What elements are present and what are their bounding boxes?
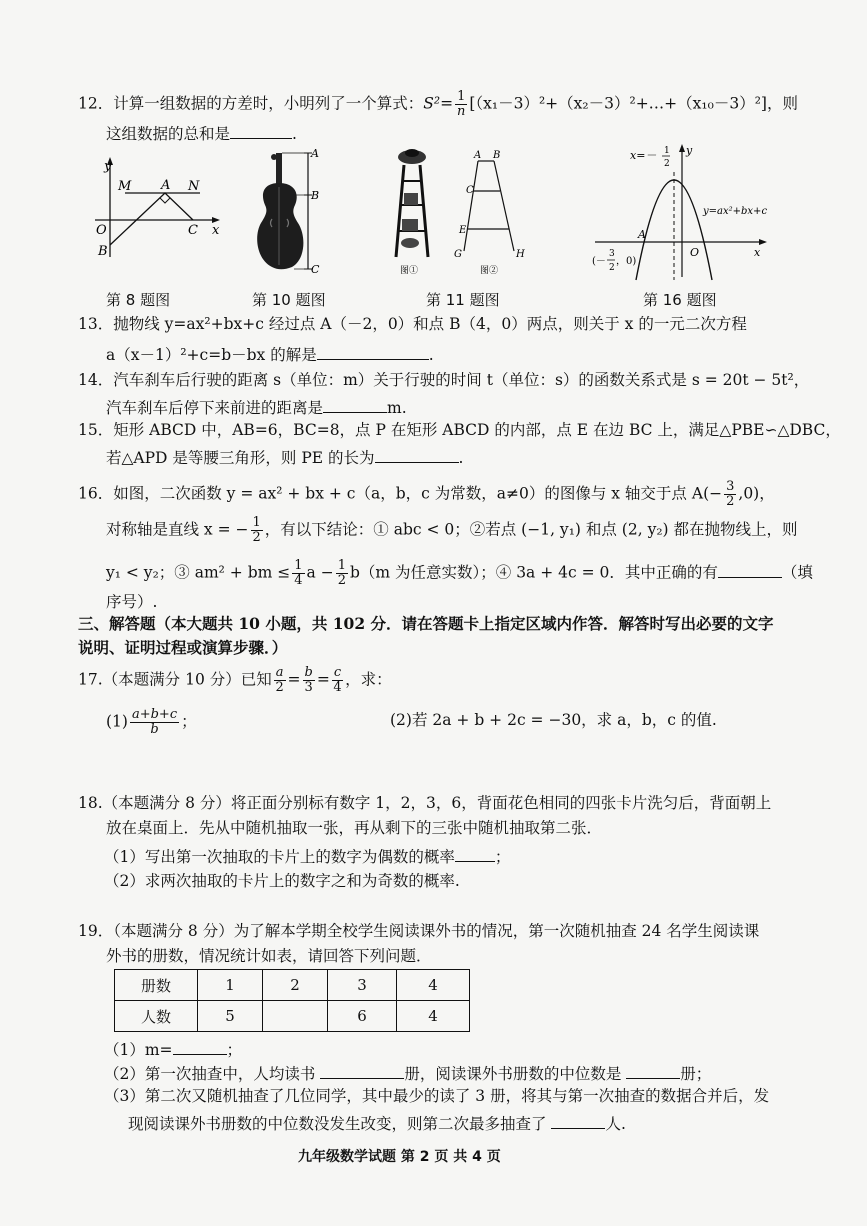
- label-C: C: [311, 263, 320, 275]
- label-fig1: 图①: [400, 266, 419, 276]
- label-A: A: [311, 147, 319, 160]
- table-cell: 1: [198, 970, 263, 1001]
- q14-line1: 14．汽车刹车后行驶的距离 s（单位：m）关于行驶的时间 t（单位：s）的函数关系式是 s = 20t − 5t²，: [78, 371, 810, 389]
- label-A: A: [474, 150, 482, 161]
- q19-part3: （3）第二次又随机抽查了几位同学，其中最少的读了 3 册，将其与第一次抽查的数据合并后，发: [104, 1087, 770, 1105]
- section-3-heading-2: 说明、证明过程或演算步骤．）: [78, 638, 288, 657]
- caption-fig16: 第 16 题图: [643, 291, 717, 309]
- label-B: B: [493, 150, 501, 161]
- label-x: x: [754, 246, 761, 259]
- label-point-num: 3: [609, 249, 615, 259]
- figure-16: [590, 142, 775, 282]
- label-C: C: [466, 185, 474, 196]
- table-cell: 4: [397, 970, 470, 1001]
- answer-blank[interactable]: [317, 343, 429, 360]
- q16-line1: 16．如图，二次函数 y = ax² + bx + c（a，b，c 为常数，a≠0）的图像与 x 轴交于点 A(− $\frac{3}{2}$ ,0)，: [78, 479, 775, 509]
- q15-line1: 15．矩形 ABCD 中，AB=6，BC=8，点 P 在矩形 ABCD 的内部，点 E 在边 BC 上，满足△PBE∽△DBC，: [78, 421, 841, 439]
- q18-line3: （1）写出第一次抽取的卡片上的数字为偶数的概率 ；: [104, 845, 510, 867]
- q19-line2: 外书的册数，情况统计如表，请回答下列问题．: [106, 947, 432, 965]
- label-O: O: [96, 223, 107, 238]
- label-axis-of-symmetry: x=－: [630, 149, 657, 162]
- label-O: O: [690, 246, 700, 259]
- q18-line1: 18.（本题满分 8 分）将正面分别标有数字 1，2，3，6，背面花色相同的四张卡片洗匀后，背面朝上: [78, 794, 772, 812]
- table-row: [115, 1001, 470, 1032]
- label-A: A: [638, 228, 646, 241]
- caption-fig10: 第 10 题图: [252, 291, 326, 309]
- q13-line1: 13．抛物线 y=ax²+bx+c 经过点 A（－2，0）和点 B（4，0）两点，则关于 x 的一元二次方程: [78, 315, 747, 333]
- label-x: x: [212, 223, 220, 238]
- q15-line2: 若△APD 是等腰三角形，则 PE 的长为 .: [106, 446, 463, 468]
- answer-blank[interactable]: [626, 1062, 680, 1079]
- label-half-num: 1: [664, 146, 670, 156]
- answer-blank[interactable]: [718, 561, 782, 578]
- q19-part1: （1）m= ；: [104, 1038, 242, 1060]
- label-G: G: [454, 249, 462, 260]
- fraction: $\frac{3}{2}$: [726, 479, 735, 509]
- q18-line2: 放在桌面上．先从中随机抽取一张，再从剩下的三张中随机抽取第二张．: [106, 819, 603, 837]
- answer-blank[interactable]: [320, 1062, 404, 1079]
- label-N: N: [188, 179, 200, 194]
- q17-part1: (1) $\frac{a+b+c}{b}$ ；: [106, 707, 197, 737]
- label-B: B: [98, 244, 108, 259]
- fraction: $\frac{c}{4}$: [333, 665, 342, 695]
- label-A: A: [161, 178, 171, 193]
- figure-11: [388, 147, 538, 279]
- fraction: $\frac{1}{4}$: [294, 558, 303, 588]
- label-y: y: [104, 159, 112, 174]
- section-3-heading: 三、解答题（本大题共 10 小题，共 102 分．请在答题卡上指定区域内作答．解答时写出必要的文字: [78, 614, 774, 633]
- q18-line4: （2）求两次抽取的卡片上的数字之和为奇数的概率.: [104, 872, 460, 890]
- answer-blank[interactable]: [173, 1038, 227, 1055]
- q17-part2: (2)若 2a + b + 2c = −30，求 a，b，c 的值.: [390, 711, 717, 729]
- answer-blank[interactable]: [455, 845, 495, 862]
- label-function: y=ax²+bx+c: [703, 206, 768, 217]
- label-fig2: 图②: [480, 266, 499, 276]
- table-cell: 册数: [115, 970, 198, 1001]
- table-cell: 人数: [115, 1001, 198, 1032]
- caption-fig11: 第 11 题图: [426, 291, 500, 309]
- fraction: $\frac{1}{2}$: [252, 515, 261, 545]
- q19-part3-line2: 现阅读课外书册数的中位数没发生改变，则第二次最多抽查了 人.: [128, 1112, 626, 1134]
- label-point-pre: (－: [592, 256, 606, 267]
- q19-line1: 19．（本题满分 8 分）为了解本学期全校学生阅读课外书的情况，第一次随机抽查 24 名学生阅读课: [78, 922, 760, 940]
- table-cell: 5: [198, 1001, 263, 1032]
- table-cell: 3: [328, 970, 397, 1001]
- label-E: E: [459, 225, 467, 236]
- q16-line4: 序号）.: [106, 593, 158, 611]
- label-point-post: ，0): [616, 256, 637, 267]
- q13-line2: a（x－1）²+c=b－bx 的解是 .: [106, 343, 434, 365]
- caption-fig8: 第 8 题图: [106, 291, 171, 309]
- label-C: C: [188, 223, 198, 238]
- table-cell: 2: [263, 970, 328, 1001]
- q14-line2: 汽车刹车后停下来前进的距离是 m.: [106, 396, 407, 418]
- fraction: $\frac{b}{3}$: [304, 665, 313, 695]
- q12-line2: 这组数据的总和是 .: [106, 122, 297, 144]
- figure-8: [90, 152, 225, 267]
- label-H: H: [516, 249, 525, 260]
- label-B: B: [311, 189, 320, 202]
- label-half-den: 2: [664, 159, 670, 169]
- q12-line1: 12．计算一组数据的方差时，小明列了一个算式：S²= $\frac{1}{n}$ [（x₁－3）²+（x₂－3）²+…+（x₁₀－3）²]，则: [78, 89, 798, 119]
- fraction: $\frac{a+b+c}{b}$: [131, 707, 178, 737]
- q19-part2: （2）第一次抽查中，人均读书 册，阅读课外书册数的中位数是 册；: [104, 1062, 711, 1084]
- answer-blank[interactable]: [230, 122, 292, 139]
- answer-blank[interactable]: [551, 1112, 605, 1129]
- answer-blank[interactable]: [323, 396, 387, 413]
- label-M: M: [118, 179, 132, 194]
- page-footer: 九年级数学试题 第 2 页 共 4 页: [298, 1149, 501, 1165]
- table-cell: 4: [397, 1001, 470, 1032]
- q17-head: 17.（本题满分 10 分）已知 $\frac{a}{2}$ = $\frac{b}{3}$ = $\frac{c}{4}$ ，求：: [78, 665, 392, 695]
- table-cell: [263, 1001, 328, 1032]
- q16-line2: 对称轴是直线 x = − $\frac{1}{2}$ ，有以下结论：① abc < 0；②若点 (−1, y₁) 和点 (2, y₂) 都在抛物线上，则: [106, 515, 798, 545]
- label-y: y: [686, 144, 693, 157]
- data-table: [114, 969, 470, 1032]
- fraction: $\frac{1}{n}$: [457, 89, 466, 119]
- fraction: $\frac{a}{2}$: [275, 665, 284, 695]
- label-point-den: 2: [609, 263, 615, 273]
- table-cell: 6: [328, 1001, 397, 1032]
- fraction: $\frac{1}{2}$: [337, 558, 346, 588]
- figure-10: [248, 147, 328, 275]
- table-row: [115, 970, 470, 1001]
- q16-line3: y₁ < y₂；③ am² + bm ≤ $\frac{1}{4}$ a − $\frac{1}{2}$ b（m 为任意实数）；④ 3a + 4c = 0．其中正确的有 （填: [106, 558, 813, 588]
- answer-blank[interactable]: [375, 446, 459, 463]
